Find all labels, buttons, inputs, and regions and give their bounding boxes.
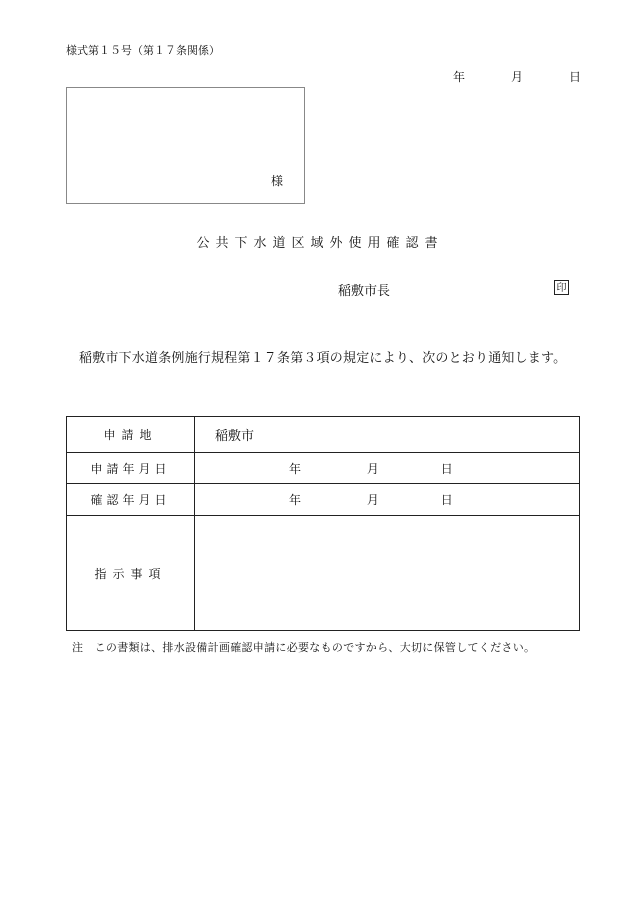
header-date-month: 月 xyxy=(511,70,524,84)
table-row-instructions xyxy=(67,516,580,631)
instructions-label: 指示事項 xyxy=(67,516,195,631)
addressee-box[interactable] xyxy=(66,87,305,204)
application-date-value[interactable] xyxy=(195,453,580,484)
seal-mark: 印 xyxy=(554,280,569,295)
issuer-name: 稲敷市長 xyxy=(338,284,391,299)
header-date-year: 年 xyxy=(453,70,466,84)
confirmation-date-day: 日 xyxy=(440,493,453,507)
application-date-label: 申請年月日 xyxy=(67,453,195,484)
body-text: 稲敷市下水道条例施行規程第１７条第３項の規定により、次のとおり通知します。 xyxy=(79,351,567,366)
header-date-day: 日 xyxy=(569,70,582,84)
location-label: 申請地 xyxy=(67,417,195,453)
confirmation-date-label: 確認年月日 xyxy=(67,484,195,516)
confirmation-date-year: 年 xyxy=(289,493,302,507)
info-table xyxy=(66,416,580,631)
form-number: 様式第１５号（第１７条関係） xyxy=(66,44,220,57)
confirmation-date-value[interactable] xyxy=(195,484,580,516)
application-date-year: 年 xyxy=(289,461,302,476)
table-row-application-date xyxy=(67,453,580,484)
table-row-confirmation-date xyxy=(67,484,580,516)
table-row-location xyxy=(67,417,580,453)
document-title: 公共下水道区域外使用確認書 xyxy=(196,236,444,251)
addressee-suffix: 様 xyxy=(270,174,283,188)
application-date-month: 月 xyxy=(366,461,379,476)
location-value[interactable]: 稲敷市 xyxy=(195,417,580,453)
footnote: 注 この書類は、排水設備計画確認申請に必要なものですから、大切に保管してください。 xyxy=(72,641,536,654)
confirmation-date-month: 月 xyxy=(366,493,379,507)
instructions-value[interactable] xyxy=(195,516,580,631)
application-date-day: 日 xyxy=(440,461,453,476)
